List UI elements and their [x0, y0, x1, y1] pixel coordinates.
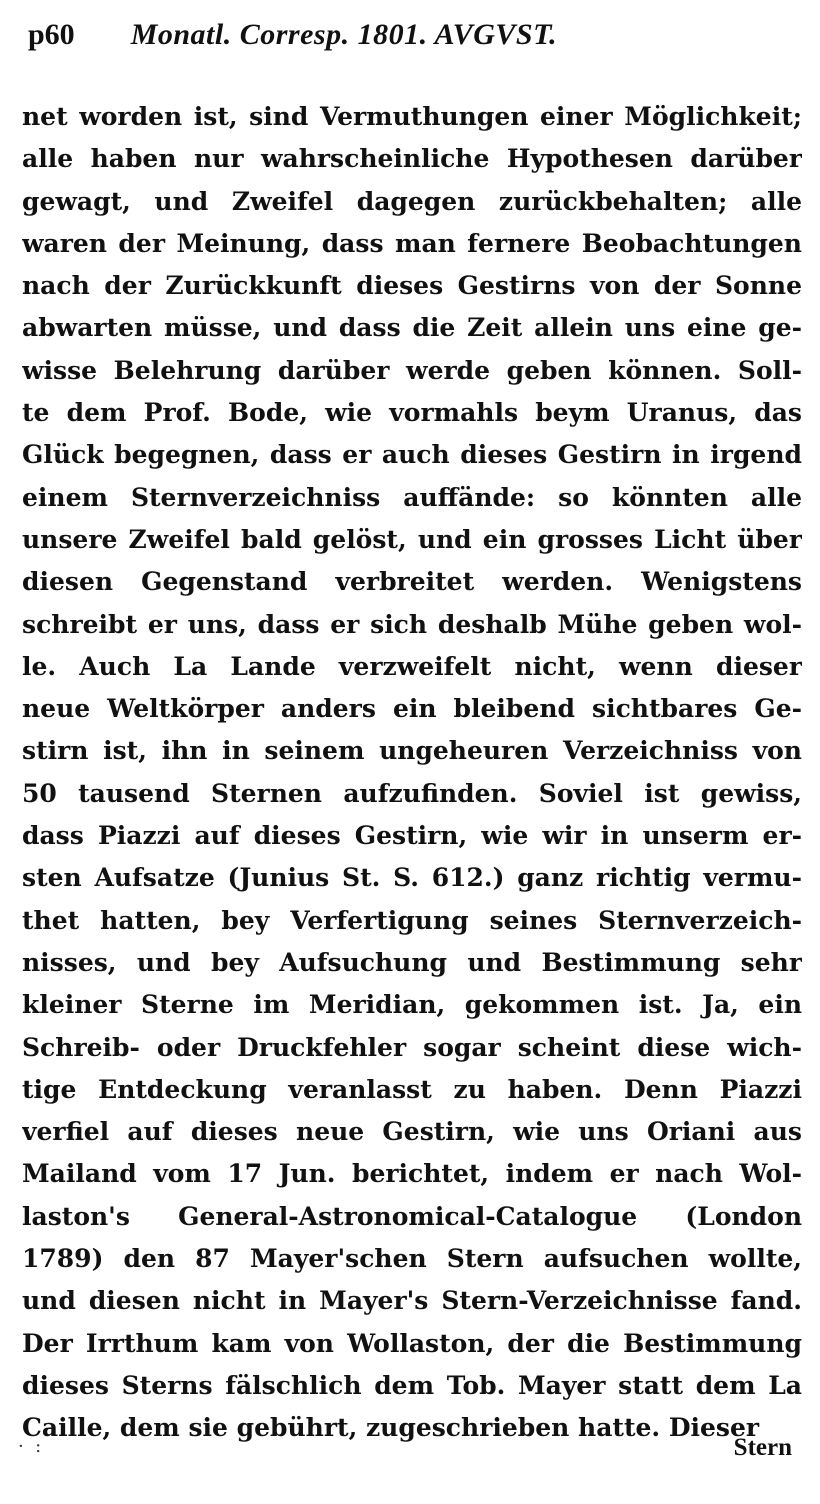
body-text	[22, 96, 802, 1450]
text-line: Schreib- oder Druckfehler sogar scheint diese wich-	[22, 1032, 802, 1062]
text-line: 1789) den 87 Mayer'schen Stern aufsuchen wollte,	[22, 1244, 802, 1274]
page-header	[28, 18, 788, 68]
text-line: kleiner Sterne im Meridian, gekommen ist. Ja, ein	[22, 990, 802, 1020]
text-line: neue Weltkörper anders ein bleibend sichtbares Ge-	[22, 694, 802, 724]
page-number: p60	[28, 18, 75, 51]
text-line: nisses, und bey Aufsuchung und Bestimmung sehr	[22, 947, 802, 977]
text-line: waren der Meinung, dass man fernere Beobachtungen	[22, 228, 802, 258]
text-line: net worden ist, sind Vermuthungen einer Möglichkeit;	[22, 102, 802, 131]
text-line: einem Sternverzeichniss auffände: so könnten alle	[22, 482, 802, 512]
text-line: dieses Sterns fälschlich dem Tob. Mayer statt dem La	[22, 1370, 802, 1400]
catchword: Stern	[733, 1434, 792, 1461]
text-line: le. Auch La Lande verzweifelt nicht, wenn dieser	[22, 651, 802, 681]
text-line: Caille, dem sie gebührt, zugeschrieben hatte. Dieser	[22, 1413, 760, 1443]
text-line: verfiel auf dieses neue Gestirn, wie uns Oriani aus	[22, 1117, 802, 1147]
text-line: Glück begegnen, dass er auch dieses Gestirn in irgend	[22, 440, 802, 470]
text-line: diesen Gegenstand verbreitet werden. Wenigstens	[22, 567, 802, 597]
text-line: und diesen nicht in Mayer's Stern-Verzeichnisse fand.	[22, 1286, 802, 1316]
running-head: Monatl. Corresp. 1801. AVGVST.	[130, 18, 558, 51]
text-line: nach der Zurückkunft dieses Gestirns von der Sonne	[22, 271, 802, 301]
text-line: thet hatten, bey Verfertigung seines Sternverzeich-	[22, 905, 802, 935]
text-line: gewagt, und Zweifel dagegen zurückbehalten; alle	[22, 186, 802, 216]
text-line: Mailand vom 17 Jun. berichtet, indem er nach Wol-	[22, 1159, 802, 1189]
text-line: 50 tausend Sternen aufzufinden. Soviel ist gewiss,	[22, 778, 802, 808]
text-line: alle haben nur wahrscheinliche Hypothesen darüber	[22, 144, 802, 174]
text-line: laston's General-Astronomical-Catalogue (London	[22, 1201, 802, 1231]
text-line: wisse Belehrung darüber werde geben können. Soll-	[22, 355, 802, 385]
text-line: Der Irrthum kam von Wollaston, der die Bestimmung	[22, 1328, 802, 1358]
text-line: schreibt er uns, dass er sich deshalb Mühe geben wol-	[22, 609, 802, 639]
text-line: unsere Zweifel bald gelöst, und ein grosses Licht über	[22, 524, 802, 554]
text-line: tige Entdeckung veranlasst zu haben. Denn Piazzi	[22, 1074, 802, 1104]
stray-mark: · :	[18, 1436, 42, 1457]
text-line: stirn ist, ihn in seinem ungeheuren Verzeichniss von	[22, 736, 802, 766]
text-line: te dem Prof. Bode, wie vormahls beym Uranus, das	[22, 398, 802, 428]
text-line: sten Aufsatze (Junius St. S. 612.) ganz richtig vermu-	[22, 863, 802, 893]
text-line: abwarten müsse, und dass die Zeit allein uns eine ge-	[22, 313, 802, 343]
text-line: dass Piazzi auf dieses Gestirn, wie wir in unserm er-	[22, 821, 802, 851]
